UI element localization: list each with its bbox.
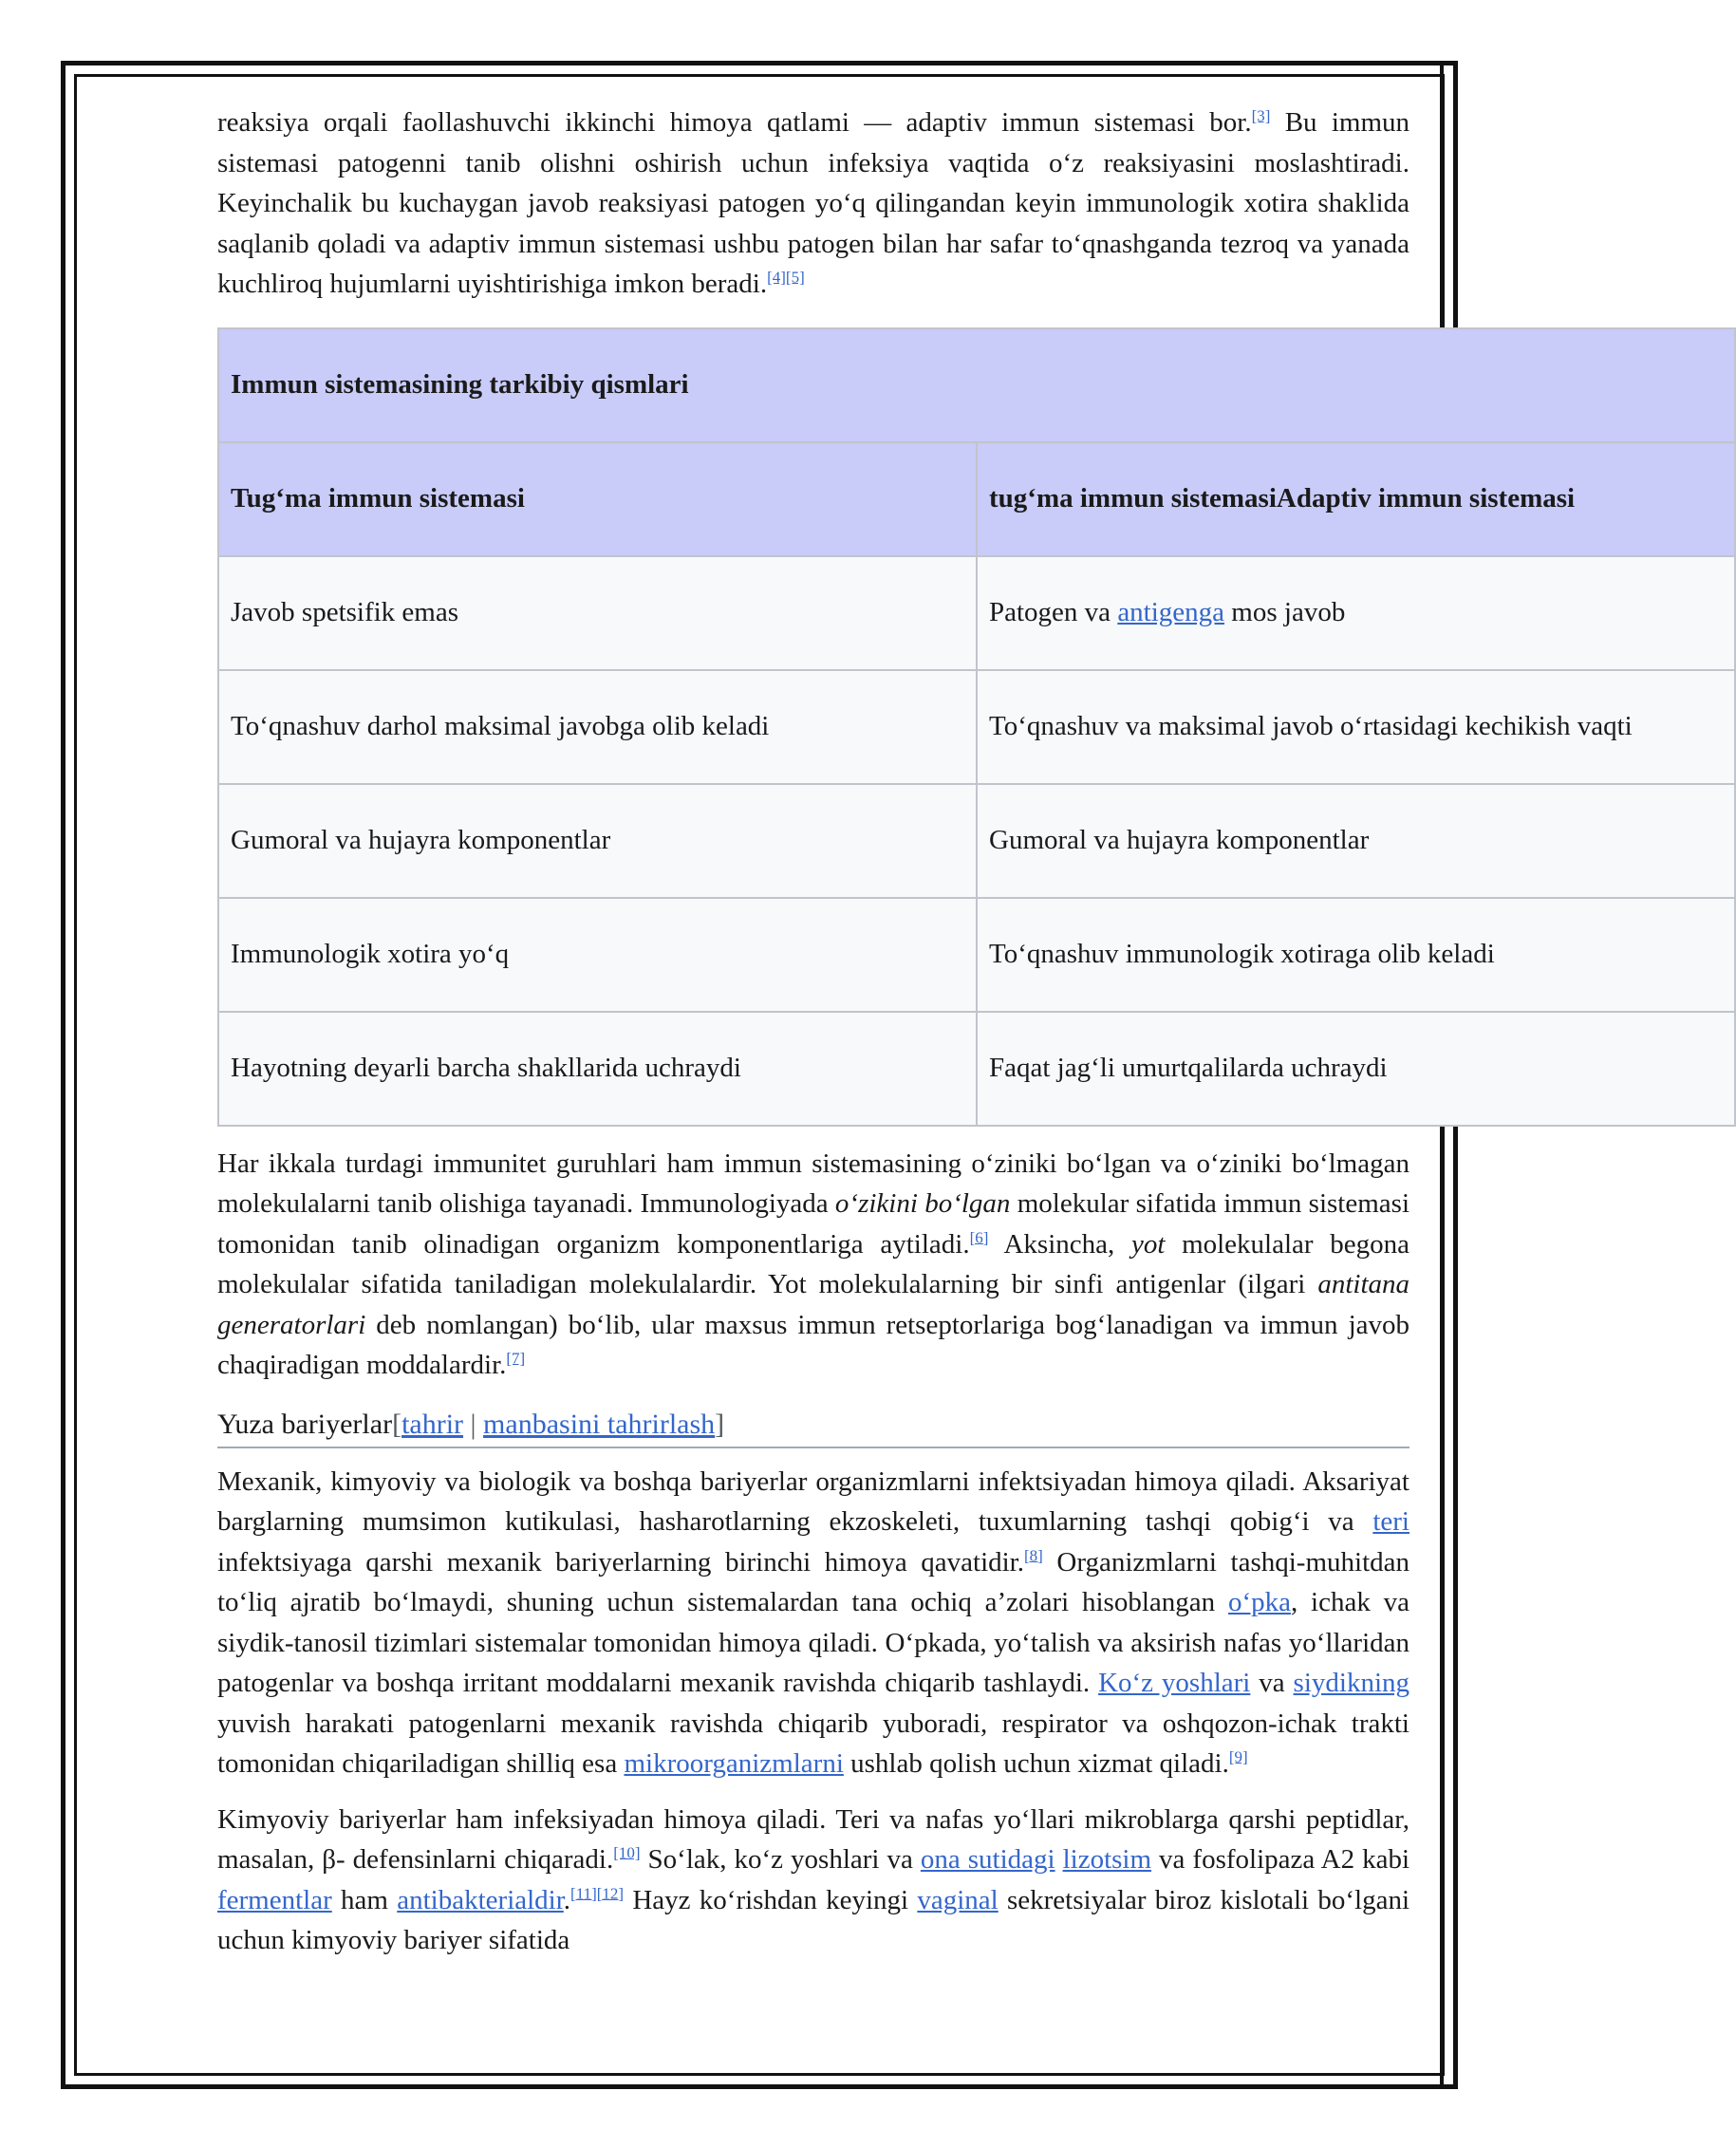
section-heading-surface-barriers: Yuza bariyerlar[tahrir | manbasini tahrirlash] — [217, 1407, 1409, 1448]
antibakterialdir-link[interactable]: antibakterialdir — [397, 1884, 564, 1915]
mikroorganizmlarni-link[interactable]: mikroorganizmlarni — [624, 1748, 844, 1779]
table-row: Gumoral va hujayra komponentlar Gumoral va hujayra komponentlar — [218, 784, 1735, 898]
self-nonself-paragraph: Har ikkala turdagi immunitet guruhlari ham immun sistemasining oʻziniki boʻlgan va oʻziniki boʻlmagan molekulalarni tanib olishiga tayanadi. Immunologiyada oʻzikini boʻlgan molekular sifatida immun sistemasi tomonidan tanib olinadigan organizm komponentlariga aytiladi.[6] Aksincha, yot molekulalar begona molekulalar sifatida taniladigan molekulalardir. Yot molekulalarning bir sinfi antigenlar (ilgari antitana generatorlari deb nomlangan) boʻlib, ular maxsus immun retseptorlariga bogʻlanadigan va immun javob chaqiradigan moddalardir.[7] — [217, 1148, 1410, 1380]
article-body — [217, 103, 1633, 1961]
table-row: Toʻqnashuv darhol maksimal javobga olib keladi Toʻqnashuv va maksimal javob oʻrtasidagi kechikish vaqti — [218, 670, 1735, 784]
ref-10[interactable]: [10] — [613, 1843, 641, 1862]
chemical-barriers-paragraph: Kimyoviy bariyerlar ham infeksiyadan himoya qiladi. Teri va nafas yoʻllari mikroblarga qarshi peptidlar, masalan, β- defensinlarni chiqaradi.[10] Soʻlak, koʻz yoshlari va ona sutidagi lizotsim va fosfolipaza A2 kabi fermentlar ham antibakterialdir.[11][12] Hayz koʻrishdan keyingi vaginal sekretsiyalar biroz kislotali boʻlgani uchun kimyoviy bariyer sifatida — [217, 1803, 1410, 1955]
ref-6[interactable]: [6] — [969, 1227, 989, 1246]
fermentlar-link[interactable]: fermentlar — [217, 1884, 332, 1915]
ona-sutidagi-link[interactable]: ona sutidagi — [920, 1844, 1055, 1875]
ref-3[interactable]: [3] — [1251, 106, 1271, 125]
ref-9[interactable]: [9] — [1228, 1747, 1248, 1766]
siydikning-link[interactable]: siydikning — [1293, 1668, 1410, 1698]
table-row: Javob spetsifik emas Patogen va antigenga mos javob — [218, 556, 1735, 670]
immune-components-table — [217, 327, 1736, 1127]
table-row: Immunologik xotira yoʻq Toʻqnashuv immunologik xotiraga olib keladi — [218, 898, 1735, 1012]
koz-yoshlari-link[interactable]: Koʻz yoshlari — [1098, 1668, 1251, 1698]
edit-link[interactable]: tahrir — [401, 1408, 464, 1440]
antigenga-link[interactable]: antigenga — [1117, 597, 1225, 628]
ref-7[interactable]: [7] — [506, 1349, 526, 1368]
mechanical-barriers-paragraph: Mexanik, kimyoviy va biologik va boshqa bariyerlar organizmlarni infektsiyadan himoya qiladi. Aksariyat barglarning mumsimon kutikulasi, hasharotlarning ekzoskeleti, tuxumlarning tashqi qobigʻi va teri infektsiyaga qarshi mexanik bariyerlarning birinchi himoya qavatidir.[8] Organizmlarni tashqi-muhitdan toʻliq ajratib boʻlmaydi, shuning uchun sistemalardan tana ochiq aʼzolari hisoblangan oʻpka, ichak va siydik-tanosil tizimlari sistemalar tomonidan himoya qiladi. Oʻpkada, yoʻtalish va aksirish nafas yoʻllaridan patogenlar va boshqa irritant moddalarni mexanik ravishda chiqarib tashlaydi. Koʻz yoshlari va siydikning yuvish harakati patogenlarni mexanik ravishda chiqarib yuboradi, respirator va oshqozon-ichak trakti tomonidan chiqariladigan shilliq esa mikroorganizmlarni ushlab qolish uchun xizmat qiladi.[9] — [217, 1466, 1410, 1779]
teri-link[interactable]: teri — [1372, 1506, 1409, 1537]
vaginal-link[interactable]: vaginal — [917, 1884, 999, 1915]
table-caption: Immun sistemasining tarkibiy qismlari — [218, 328, 1735, 442]
ref-4-5[interactable]: [4][5] — [767, 268, 805, 287]
table-header-adaptive: tugʻma immun sistemasiAdaptiv immun sistemasi — [977, 442, 1735, 556]
immune-components-table-wrapper — [217, 327, 1633, 1127]
lizotsim-link[interactable]: lizotsim — [1062, 1844, 1152, 1875]
ref-8[interactable]: [8] — [1024, 1545, 1043, 1564]
table-row: Hayotning deyarli barcha shakllarida uchraydi Faqat jagʻli umurtqalilarda uchraydi — [218, 1012, 1735, 1126]
ref-11-12[interactable]: [11][12] — [570, 1883, 625, 1902]
edit-source-link[interactable]: manbasini tahrirlash — [483, 1408, 716, 1440]
opka-link[interactable]: oʻpka — [1227, 1587, 1291, 1617]
table-header-innate: Tugʻma immun sistemasi — [218, 442, 977, 556]
intro-paragraph: reaksiya orqali faollashuvchi ikkinchi himoya qatlami — adaptiv immun sistemasi bor.[3] Bu immun sistemasi patogenni tanib olishni oshirish uchun infeksiya vaqtida oʻz reaksiyasini moslashtiradi. Keyinchalik bu kuchaygan javob reaksiyasi patogen yoʻq qilingandan keyin immunologik xotira shaklida saqlanib qoladi va adaptiv immun sistemasi ushbu patogen bilan har safar toʻqnashganda tezroq va yanada kuchliroq hujumlarni uyishtirishiga imkon beradi.[4][5] — [217, 106, 1410, 299]
